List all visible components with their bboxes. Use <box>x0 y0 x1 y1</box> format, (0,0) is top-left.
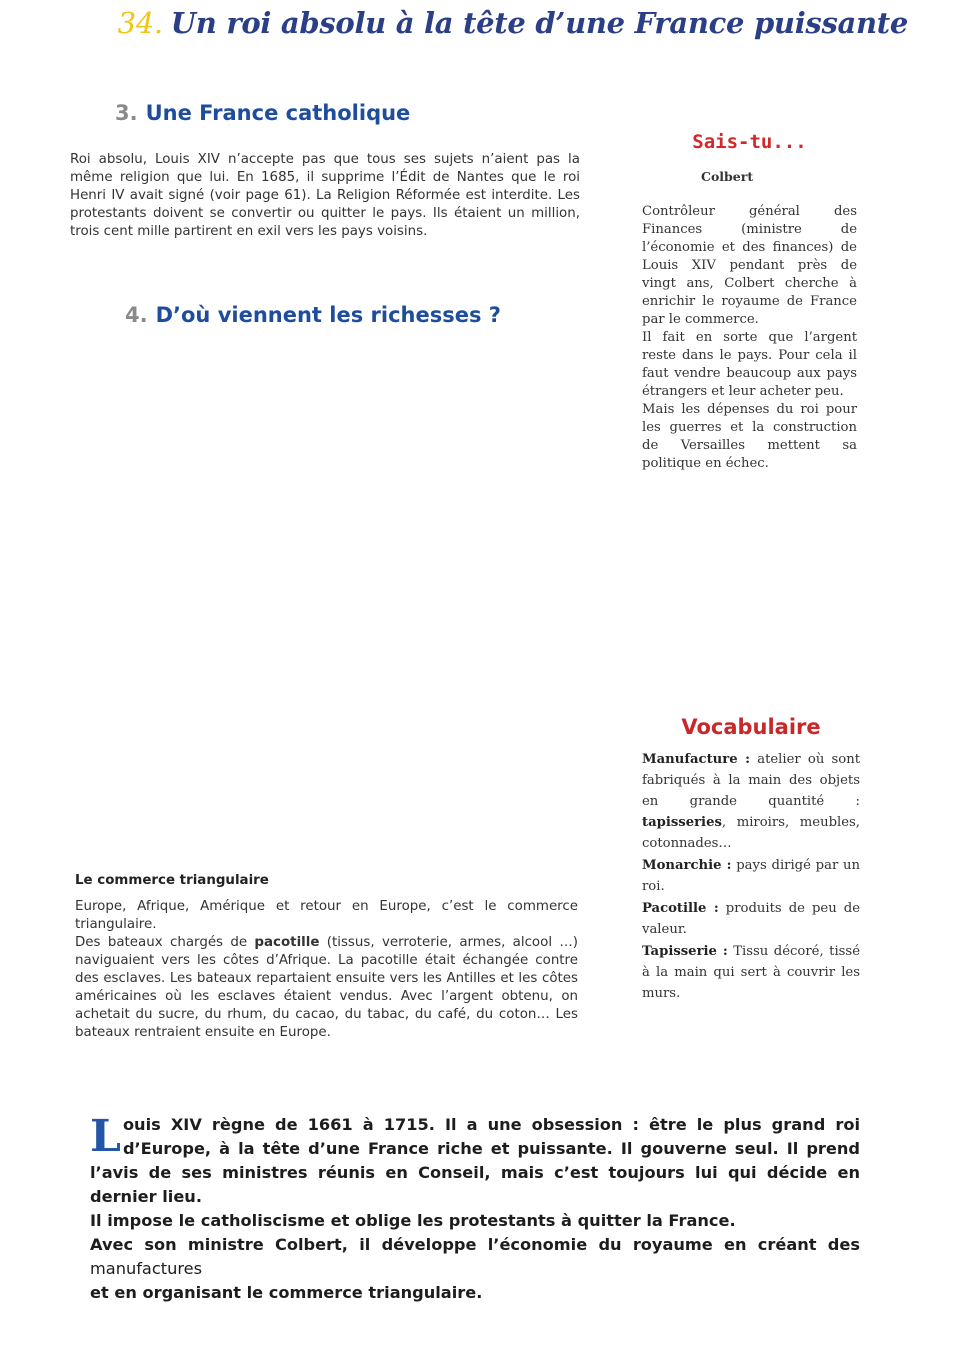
vocabulary-term: Manufacture : <box>642 752 751 767</box>
section-3-text: Roi absolu, Louis XIV n’accepte pas que tous ses sujets n’aient pas la même religion que lui. En 1685, il supprime l’Édit de Nantes que le roi Henri IV avait signé (voir page 61). La Religion Réformée est interdite. Les protestants doivent se convertir ou quitter le pays. Ils étaient un million, trois cent mille partirent en exil vers les pays voisins. <box>70 152 580 239</box>
summary-box <box>90 1113 860 1305</box>
vocabulary-term: Pacotille : <box>642 901 719 916</box>
summary-text-3-bold: Avec son ministre Colbert, il développe l’économie du royaume en créant des <box>90 1235 860 1254</box>
section-number: 3. <box>115 101 138 125</box>
section-heading-3 <box>115 101 410 125</box>
saistu-subheading: Colbert <box>701 169 754 184</box>
vocabulary-term: Tapisserie : <box>642 944 728 959</box>
saistu-box <box>642 131 857 473</box>
section-heading-4 <box>125 303 501 327</box>
saistu-text-1: Contrôleur général des Finances (ministre de l’économie et des finances) de Louis XIV pendant près de vingt ans, Colbert cherche à enrichir le royaume de France par le commerce. <box>642 204 857 327</box>
page-title-text: Un roi absolu à la tête d’une France puissante <box>170 6 908 40</box>
vocabulary-heading: Vocabulaire <box>681 715 821 739</box>
trade-para-2 <box>75 934 578 1042</box>
page-title <box>118 6 908 40</box>
vocabulary-item <box>642 749 860 854</box>
vocabulary-item <box>642 941 860 1004</box>
vocabulary-box <box>642 715 860 1005</box>
saistu-heading: Sais-tu... <box>692 131 807 153</box>
trade-title: Le commerce triangulaire <box>75 873 269 888</box>
vocabulary-definition: atelier où sont fabriqués à la main des objets en grande quantité : <box>642 752 860 809</box>
section-title: Une France catholique <box>145 101 411 125</box>
vocabulary-definition-bold: tapisseries <box>642 815 722 830</box>
summary-para-3 <box>90 1233 860 1281</box>
trade-para-1: Europe, Afrique, Amérique et retour en Europe, c’est le commerce triangulaire. <box>75 899 578 932</box>
trade-para-2-end: (tissus, verroterie, armes, alcool …) naviguaient vers les côtes d’Afrique. La pacotille était échangée contre des esclaves. Les bateaux repartaient ensuite vers les Antilles et les côtes américaines où les esclaves étaient vendus. Avec l’argent obtenu, on achetait du sucre, du rhum, du cacao, du tabac, du café, du coton… Les bateaux rentraient ensuite en Europe. <box>75 935 578 1040</box>
section-title: D’où viennent les richesses ? <box>155 303 501 327</box>
summary-text-3-normal: manufactures <box>90 1259 203 1278</box>
summary-dropcap: L <box>90 1111 121 1162</box>
trade-para-2-term: pacotille <box>254 935 320 950</box>
summary-text-1: ouis XIV règne de 1661 à 1715. Il a une obsession : être le plus grand roi d’Europe, à la tête d’une France riche et puissante. Il gouverne seul. Il prend l’avis de ses ministres réunis en Conseil, mais c’est toujours lui qui décide en dernier lieu. <box>90 1115 860 1206</box>
summary-para-4: et en organisant le commerce triangulaire. <box>90 1283 483 1302</box>
vocabulary-definition: Tissu décoré, tissé à la main qui sert à couvrir les murs. <box>642 944 860 1001</box>
vocabulary-definition: produits de peu de valeur. <box>642 901 861 937</box>
summary-para-2: Il impose le catholiscisme et oblige les protestants à quitter la France. <box>90 1211 736 1230</box>
vocabulary-definition-end: , miroirs, meubles, cotonnades… <box>642 815 860 851</box>
vocabulary-term: Monarchie : <box>642 858 732 873</box>
section-number: 4. <box>125 303 148 327</box>
vocabulary-item <box>642 855 860 897</box>
vocabulary-list <box>642 749 860 1004</box>
page-number: 34. <box>117 6 163 40</box>
saistu-text-3: Mais les dépenses du roi pour les guerres et la construction de Versailles mettent sa politique en échec. <box>642 402 857 471</box>
trade-caption <box>75 873 578 1042</box>
summary-para-1 <box>90 1113 860 1209</box>
saistu-text-2: Il fait en sorte que l’argent reste dans le pays. Pour cela il faut vendre beaucoup aux pays étrangers et leur acheter peu. <box>642 330 857 399</box>
vocabulary-definition: pays dirigé par un roi. <box>642 858 860 894</box>
vocabulary-item <box>642 898 860 940</box>
trade-para-2-start: Des bateaux chargés de <box>75 935 255 950</box>
